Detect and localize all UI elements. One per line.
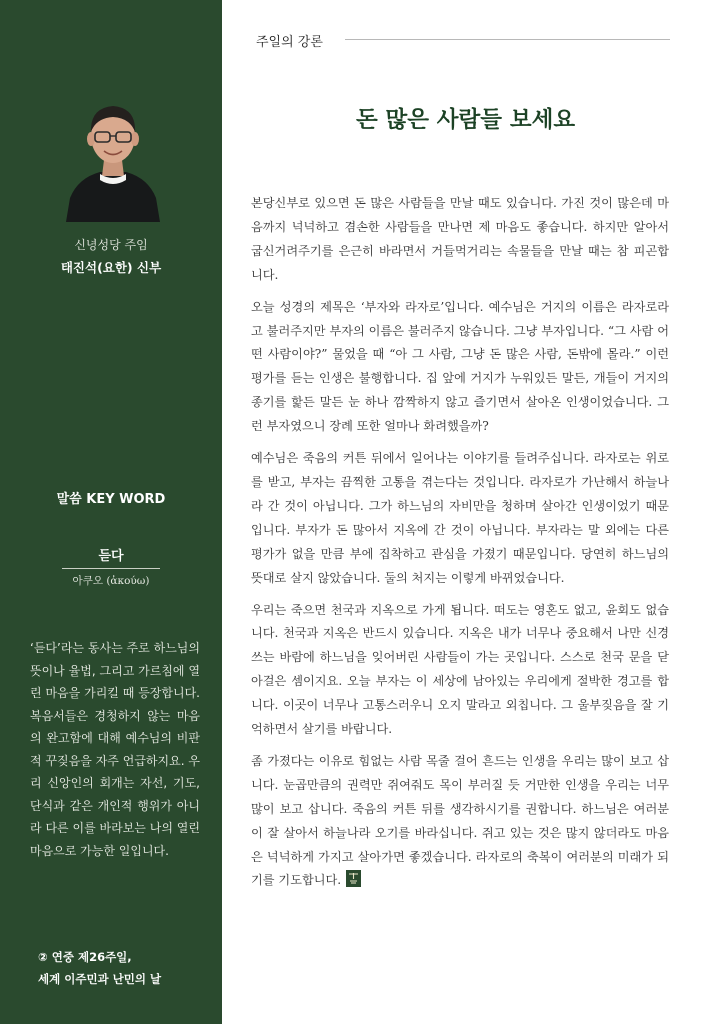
paragraph: 오늘 성경의 제목은 ‘부자와 라자로’입니다. 예수님은 거지의 이름은 라자로라고 불러주지만 부자의 이름은 불러주지 않습니다. 그냥 부자입니다. “그 사람 어떤 사람이야?” 물었을 때 “아 그 사람, 그냥 돈 많은 사람, 돈밖에 몰라.” 이런 평가를 듣는 인생은 불행합니다. 집 앞에 거지가 누워있든 말든, 개들이 거지의 종기를 핥든 말든 눈 하나 깜짝하지 않고 즐기면서 살아온 인생이었습니다. 그런 부자였으니 장례 또한 얼마나 화려했을까? — [251, 299, 669, 434]
paragraph: 예수님은 죽음의 커튼 뒤에서 일어나는 이야기를 들려주십니다. 라자로는 위로를 받고, 부자는 끔찍한 고통을 겪는다는 것입니다. 라자로가 가난해서 하늘나라 간 것이 아닙니다. 그가 하느님의 자비만을 청하며 살아간 인생이었기 때문입니다. 부자가 돈 많아서 지옥에 간 것이 아닙니다. 부자라는 말 외에는 다른 평가가 없을 만큼 부에 집착하고 관심을 가졌기 때문입니다. 당연히 하느님의 뜻대로 살지 않았습니다. 둘의 처지는 이렇게 바뀌었습니다. — [251, 451, 669, 585]
author-name: 태진석(요한) 신부 — [60, 260, 162, 275]
paragraph: 우리는 죽으면 천국과 지옥으로 가게 됩니다. 떠도는 영혼도 없고, 윤회도 없습니다. 천국과 지옥은 반드시 있습니다. 지옥은 내가 너무나 중요해서 나만 신경 쓰는 바람에 하느님을 잊어버린 사람들이 가는 곳입니다. 스스로 천국 문을 닫아걸은 셈이지요. 오늘 부자는 이 세상에 남아있는 우리에게 절박한 경고를 합니다. 이곳이 너무나 고통스러우니 오지 말라고 외칩니다. 그 울부짖음을 잘 기억하면서 살기를 바랍니다. — [251, 602, 669, 737]
signature-stamp-icon — [346, 870, 361, 887]
keyword-heading: 말씀 KEY WORD — [56, 492, 166, 507]
liturgical-day-note — [38, 946, 213, 990]
priest-portrait — [64, 94, 162, 222]
section-label: 주일의 강론 — [256, 35, 323, 50]
header-divider — [345, 39, 670, 40]
homily-body — [251, 192, 669, 901]
keyword-divider — [62, 568, 160, 569]
paragraph-text: 좀 가졌다는 이유로 힘없는 사람 목줄 걸어 흔드는 인생을 우리는 많이 보고 삽니다. 눈곱만큼의 권력만 쥐여줘도 목이 부러질 듯 거만한 인생을 우리는 너무 많이 보고 삽니다. 죽음의 커튼 뒤를 생각하시기를 권합니다. 하느님은 여러분이 잘 살아서 하늘나라 오기를 바라십니다. 쥐고 있는 것은 많지 않더라도 마음은 넉넉하게 가지고 살아가면 좋겠습니다. 라자로의 축복이 여러분의 미래가 되기를 기도합니다. — [251, 753, 669, 888]
keyword-word: 듣다 — [98, 549, 124, 564]
author-role: 신녕성당 주임 — [74, 238, 148, 252]
homily-title: 돈 많은 사람들 보세요 — [355, 107, 576, 133]
paragraph: 본당신부로 있으면 돈 많은 사람들을 만날 때도 있습니다. 가진 것이 많은데 마음까지 넉넉하고 겸손한 사람들을 만나면 제 마음도 좋습니다. 하지만 알아서 굽신거려주기를 은근히 바라면서 거들먹거리는 속물들을 만날 때는 참 피곤합니다. — [251, 196, 669, 282]
paragraph-last — [251, 750, 669, 893]
keyword-description: ‘듣다’라는 동사는 주로 하느님의 뜻이나 율법, 그리고 가르침에 열린 마음을 가리킬 때 등장합니다. 복음서들은 경청하지 않는 마음의 완고함에 대해 예수님의 비판적 꾸짖음을 자주 언급하지요. 우리 신앙인의 회개는 자선, 기도, 단식과 같은 개인적 행위가 아니라 다른 이를 바라보는 나의 열린 마음으로 가능한 일입니다. — [30, 641, 200, 858]
liturgical-day-line1: ② 연중 제26주일, — [38, 950, 132, 964]
liturgical-day-line2: 세계 이주민과 난민의 날 — [38, 972, 162, 986]
keyword-greek: 아쿠오 (ἀκούω) — [72, 575, 150, 587]
sidebar — [0, 0, 222, 1024]
